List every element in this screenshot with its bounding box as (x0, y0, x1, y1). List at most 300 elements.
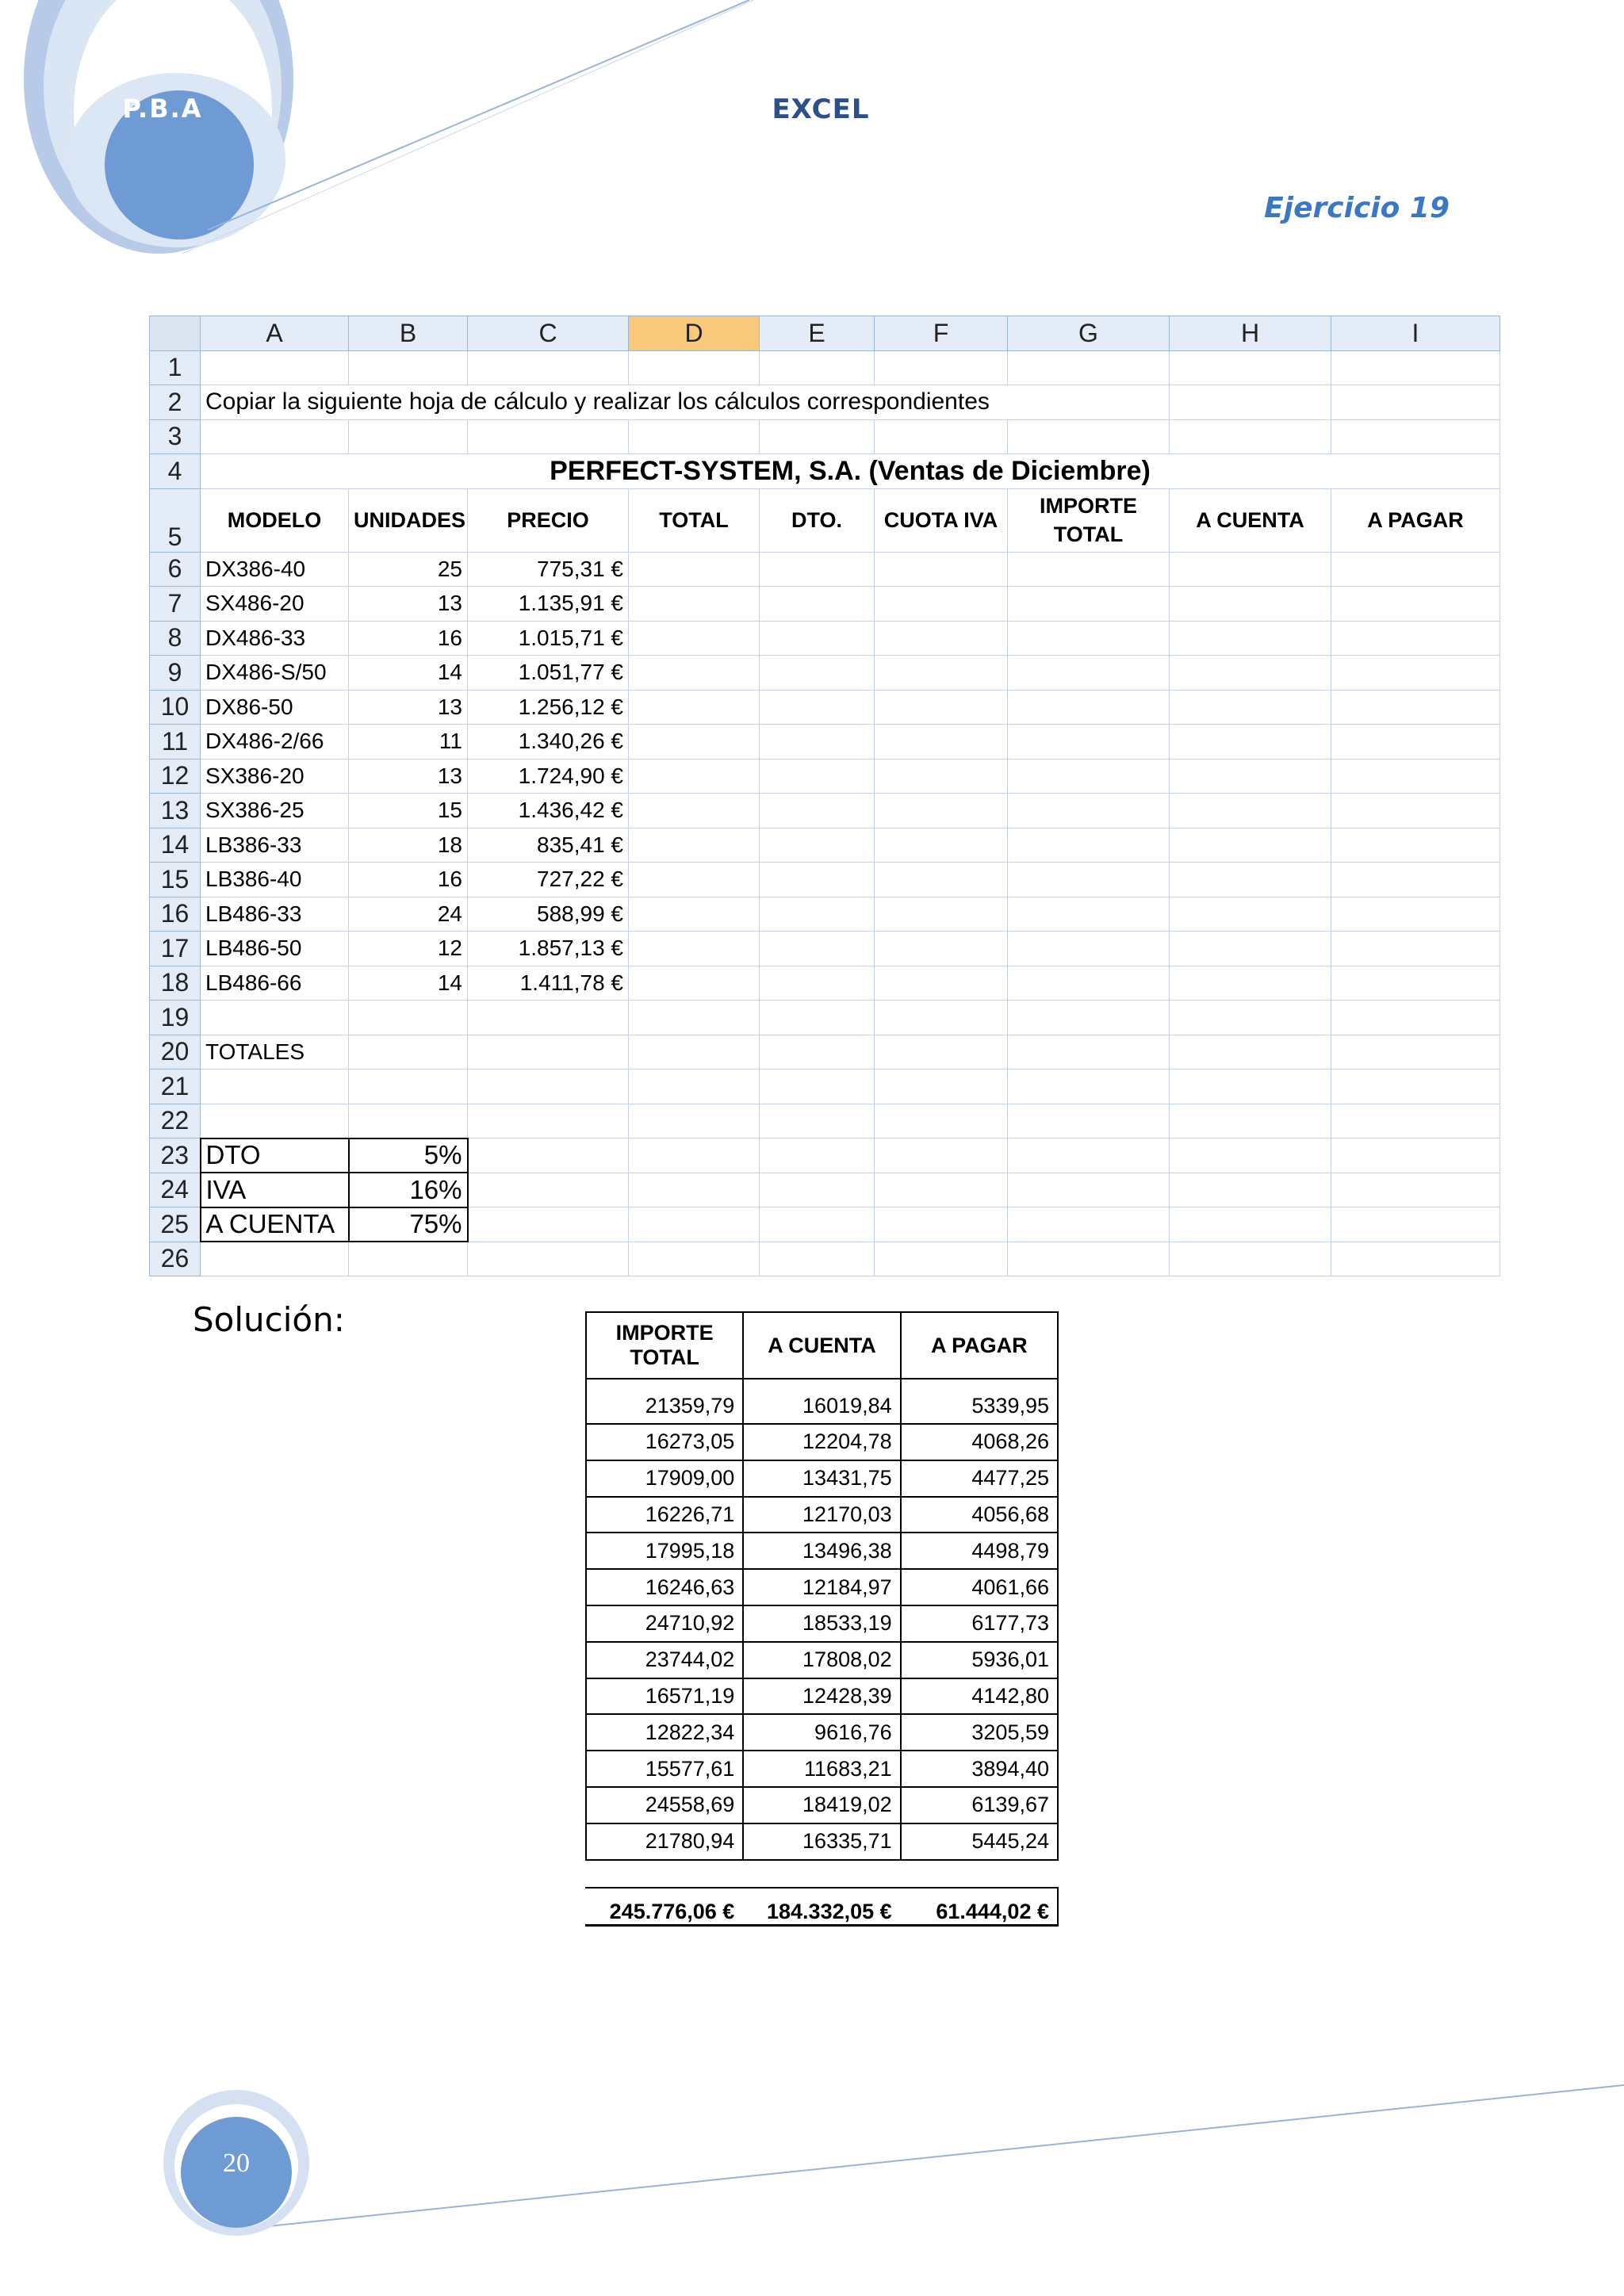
solution-total: 245.776,06 € (609, 1900, 735, 1923)
cell[interactable] (875, 759, 1008, 794)
solution-cell: 17995,18 (586, 1533, 743, 1569)
solution-cell: 24558,69 (586, 1787, 743, 1823)
header-cell[interactable]: A PAGAR (1331, 488, 1500, 552)
cell[interactable] (1008, 552, 1170, 587)
cell[interactable] (1170, 759, 1331, 794)
header-cell[interactable]: DTO. (760, 488, 875, 552)
cell[interactable] (468, 350, 629, 385)
cell[interactable] (1170, 587, 1331, 622)
cell[interactable] (1331, 794, 1500, 828)
cell[interactable] (1170, 621, 1331, 656)
row-header[interactable]: 13 (150, 794, 201, 828)
cell[interactable] (1331, 690, 1500, 725)
cell[interactable] (1331, 419, 1500, 454)
cell[interactable] (349, 419, 468, 454)
cell[interactable] (201, 350, 349, 385)
units-cell[interactable]: 13 (349, 587, 468, 622)
solution-cell: 3205,59 (901, 1714, 1058, 1751)
cell[interactable] (468, 419, 629, 454)
cell[interactable] (629, 419, 760, 454)
row-header[interactable]: 22 (150, 1104, 201, 1138)
cell[interactable] (875, 932, 1008, 966)
price-cell[interactable]: 1.051,77 € (468, 656, 629, 691)
cell[interactable] (760, 552, 875, 587)
header-cell[interactable]: UNIDADES (349, 488, 468, 552)
cell[interactable] (349, 1070, 468, 1104)
solution-cell: 5936,01 (901, 1642, 1058, 1678)
units-cell[interactable]: 11 (349, 725, 468, 760)
cell[interactable] (629, 1242, 760, 1276)
cell[interactable] (760, 1001, 875, 1035)
cell[interactable] (1008, 1104, 1170, 1138)
column-header-selected[interactable]: D (629, 316, 760, 351)
corner-cell[interactable] (150, 316, 201, 351)
cell[interactable] (629, 350, 760, 385)
row-header[interactable]: 9 (150, 656, 201, 691)
cell[interactable] (760, 1035, 875, 1070)
cell[interactable] (1331, 966, 1500, 1001)
row-header[interactable]: 21 (150, 1070, 201, 1104)
cell[interactable] (1008, 419, 1170, 454)
cell[interactable] (629, 897, 760, 932)
cell[interactable] (629, 1138, 760, 1173)
header-cell[interactable]: PRECIO (468, 488, 629, 552)
solution-cell: 4068,26 (901, 1424, 1058, 1460)
price-cell[interactable]: 835,41 € (468, 828, 629, 863)
model-cell[interactable]: DX486-2/66 (201, 725, 349, 760)
cell[interactable] (1008, 587, 1170, 622)
cell[interactable] (1170, 1173, 1331, 1207)
row-header[interactable]: 17 (150, 932, 201, 966)
solution-header: A PAGAR (901, 1312, 1058, 1379)
cell[interactable] (760, 725, 875, 760)
price-cell[interactable]: 1.436,42 € (468, 794, 629, 828)
cell[interactable] (1170, 863, 1331, 897)
cell[interactable] (1170, 828, 1331, 863)
cell[interactable] (349, 350, 468, 385)
cell[interactable] (629, 656, 760, 691)
cell[interactable] (875, 419, 1008, 454)
column-header[interactable]: H (1170, 316, 1331, 351)
cell[interactable] (760, 1207, 875, 1242)
cell[interactable] (1170, 1035, 1331, 1070)
cell[interactable] (760, 587, 875, 622)
param-value-cell[interactable]: 5% (349, 1138, 468, 1173)
cell[interactable] (760, 419, 875, 454)
row-header[interactable]: 23 (150, 1138, 201, 1173)
solution-cell: 13431,75 (743, 1460, 900, 1497)
cell[interactable] (1008, 1207, 1170, 1242)
totals-label-cell[interactable]: TOTALES (201, 1035, 349, 1070)
cell[interactable] (1170, 1070, 1331, 1104)
cell[interactable] (760, 1242, 875, 1276)
solution-cell: 15577,61 (586, 1751, 743, 1787)
model-cell[interactable]: LB486-33 (201, 897, 349, 932)
solution-cell: 16273,05 (586, 1424, 743, 1460)
cell[interactable] (629, 587, 760, 622)
cell[interactable] (629, 1070, 760, 1104)
row-header[interactable]: 12 (150, 759, 201, 794)
cell[interactable] (1008, 690, 1170, 725)
units-cell[interactable]: 14 (349, 656, 468, 691)
cell[interactable] (1331, 656, 1500, 691)
cell[interactable] (629, 1173, 760, 1207)
row-header[interactable]: 1 (150, 350, 201, 385)
model-cell[interactable]: LB386-33 (201, 828, 349, 863)
units-cell[interactable]: 24 (349, 897, 468, 932)
cell[interactable] (1331, 863, 1500, 897)
cell[interactable] (468, 1138, 629, 1173)
cell[interactable] (1008, 656, 1170, 691)
exercise-title: Ejercicio 19 (1264, 192, 1450, 224)
cell[interactable] (1170, 385, 1331, 420)
cell[interactable] (1008, 932, 1170, 966)
cell[interactable] (760, 1138, 875, 1173)
cell[interactable] (1008, 1173, 1170, 1207)
model-cell[interactable]: LB386-40 (201, 863, 349, 897)
sheet-title-cell[interactable]: PERFECT-SYSTEM, S.A. (Ventas de Diciembre) (201, 454, 1500, 489)
header-cell[interactable]: IMPORTE TOTAL (1008, 488, 1170, 552)
price-cell[interactable]: 1.015,71 € (468, 621, 629, 656)
cell[interactable] (629, 621, 760, 656)
model-cell[interactable]: SX386-25 (201, 794, 349, 828)
cell[interactable] (1170, 1001, 1331, 1035)
model-cell[interactable]: SX386-20 (201, 759, 349, 794)
solution-cell: 12170,03 (743, 1497, 900, 1533)
units-cell[interactable]: 13 (349, 759, 468, 794)
solution-cell: 6139,67 (901, 1787, 1058, 1823)
cell[interactable] (1170, 725, 1331, 760)
cell[interactable] (629, 759, 760, 794)
cell[interactable] (1331, 350, 1500, 385)
price-cell[interactable]: 1.857,13 € (468, 932, 629, 966)
cell[interactable] (201, 1104, 349, 1138)
price-cell[interactable]: 1.411,78 € (468, 966, 629, 1001)
cell[interactable] (1008, 759, 1170, 794)
solution-cell: 4056,68 (901, 1497, 1058, 1533)
cell[interactable] (875, 897, 1008, 932)
cell[interactable] (1170, 1242, 1331, 1276)
cell[interactable] (201, 1070, 349, 1104)
solution-cell: 4061,66 (901, 1569, 1058, 1605)
cell[interactable] (760, 1104, 875, 1138)
page-number: 20 (223, 2149, 250, 2178)
cell[interactable] (760, 759, 875, 794)
cell[interactable] (1008, 725, 1170, 760)
param-label-cell[interactable]: A CUENTA (201, 1207, 349, 1242)
units-cell[interactable]: 18 (349, 828, 468, 863)
units-cell[interactable]: 16 (349, 863, 468, 897)
solution-cell: 5445,24 (901, 1823, 1058, 1860)
header-cell[interactable]: TOTAL (629, 488, 760, 552)
solution-cell: 3894,40 (901, 1751, 1058, 1787)
units-cell[interactable]: 25 (349, 552, 468, 587)
cell[interactable] (1331, 1242, 1500, 1276)
cell[interactable] (1008, 897, 1170, 932)
param-value-cell[interactable]: 75% (349, 1207, 468, 1242)
row-header[interactable]: 2 (150, 385, 201, 420)
cell[interactable] (1170, 1207, 1331, 1242)
cell[interactable] (629, 966, 760, 1001)
cell[interactable] (1008, 1035, 1170, 1070)
solution-cell: 13496,38 (743, 1533, 900, 1569)
price-cell[interactable]: 1.256,12 € (468, 690, 629, 725)
cell[interactable] (760, 828, 875, 863)
cell[interactable] (629, 794, 760, 828)
cell[interactable] (1170, 656, 1331, 691)
cell[interactable] (349, 1104, 468, 1138)
cell[interactable] (468, 1104, 629, 1138)
model-cell[interactable]: DX386-40 (201, 552, 349, 587)
row-header[interactable]: 15 (150, 863, 201, 897)
row-header[interactable]: 5 (150, 488, 201, 552)
column-header[interactable]: I (1331, 316, 1500, 351)
row-header[interactable]: 7 (150, 587, 201, 622)
cell[interactable] (760, 621, 875, 656)
row-header[interactable]: 8 (150, 621, 201, 656)
cell[interactable] (1331, 1070, 1500, 1104)
cell[interactable] (1008, 1138, 1170, 1173)
cell[interactable] (1170, 552, 1331, 587)
solution-label: Solución: (193, 1300, 345, 1339)
cell[interactable] (1331, 1138, 1500, 1173)
cell[interactable] (875, 794, 1008, 828)
cell[interactable] (629, 1001, 760, 1035)
instruction-cell[interactable]: Copiar la siguiente hoja de cálculo y realizar los cálculos correspondientes (201, 385, 1170, 420)
solution-cell: 9616,76 (743, 1714, 900, 1751)
column-header[interactable]: E (760, 316, 875, 351)
solution-cell: 18419,02 (743, 1787, 900, 1823)
row-header[interactable]: 19 (150, 1001, 201, 1035)
cell[interactable] (875, 552, 1008, 587)
cell[interactable] (1170, 897, 1331, 932)
price-cell[interactable]: 588,99 € (468, 897, 629, 932)
model-cell[interactable]: LB486-66 (201, 966, 349, 1001)
cell[interactable] (875, 656, 1008, 691)
cell[interactable] (1331, 552, 1500, 587)
cell[interactable] (349, 1035, 468, 1070)
cell[interactable] (760, 966, 875, 1001)
cell[interactable] (1170, 932, 1331, 966)
cell[interactable] (629, 1104, 760, 1138)
column-header[interactable]: F (875, 316, 1008, 351)
cell[interactable] (1331, 1207, 1500, 1242)
cell[interactable] (1331, 621, 1500, 656)
cell[interactable] (760, 690, 875, 725)
row-header[interactable]: 26 (150, 1242, 201, 1276)
solution-cell: 17909,00 (586, 1460, 743, 1497)
units-cell[interactable]: 15 (349, 794, 468, 828)
row-header[interactable]: 25 (150, 1207, 201, 1242)
row-header[interactable]: 4 (150, 454, 201, 489)
cell[interactable] (1170, 1138, 1331, 1173)
cell[interactable] (1170, 1104, 1331, 1138)
page-title: EXCEL (772, 94, 870, 125)
footer-decoration (0, 2061, 1624, 2296)
cell[interactable] (875, 966, 1008, 1001)
cell[interactable] (1008, 966, 1170, 1001)
model-cell[interactable]: DX486-S/50 (201, 656, 349, 691)
cell[interactable] (760, 932, 875, 966)
solution-cell: 4477,25 (901, 1460, 1058, 1497)
cell[interactable] (201, 1001, 349, 1035)
solution-cell: 24710,92 (586, 1605, 743, 1642)
cell[interactable] (468, 1035, 629, 1070)
cell[interactable] (629, 1035, 760, 1070)
solution-cell: 12204,78 (743, 1424, 900, 1460)
solution-cell: 11683,21 (743, 1751, 900, 1787)
solution-cell: 16571,19 (586, 1678, 743, 1715)
cell[interactable] (1170, 350, 1331, 385)
cell[interactable] (1170, 966, 1331, 1001)
price-cell[interactable]: 775,31 € (468, 552, 629, 587)
cell[interactable] (1008, 1242, 1170, 1276)
cell[interactable] (875, 1001, 1008, 1035)
param-value-cell[interactable]: 16% (349, 1173, 468, 1207)
solution-cell: 18533,19 (743, 1605, 900, 1642)
solution-total: 61.444,02 € (936, 1900, 1049, 1923)
cell[interactable] (349, 1242, 468, 1276)
cell[interactable] (1331, 725, 1500, 760)
cell[interactable] (349, 1001, 468, 1035)
column-header[interactable]: C (468, 316, 629, 351)
model-cell[interactable]: DX86-50 (201, 690, 349, 725)
cell[interactable] (760, 1070, 875, 1104)
price-cell[interactable]: 1.724,90 € (468, 759, 629, 794)
units-cell[interactable]: 14 (349, 966, 468, 1001)
cell[interactable] (875, 587, 1008, 622)
logo-text: P.B.A (122, 94, 203, 124)
header-cell[interactable]: MODELO (201, 488, 349, 552)
row-header[interactable]: 20 (150, 1035, 201, 1070)
cell[interactable] (629, 552, 760, 587)
cell[interactable] (468, 1001, 629, 1035)
cell[interactable] (760, 897, 875, 932)
cell[interactable] (201, 419, 349, 454)
cell[interactable] (1170, 794, 1331, 828)
cell[interactable] (1331, 1035, 1500, 1070)
cell[interactable] (1008, 350, 1170, 385)
cell[interactable] (875, 1070, 1008, 1104)
price-cell[interactable]: 1.340,26 € (468, 725, 629, 760)
cell[interactable] (468, 1070, 629, 1104)
header-cell[interactable]: A CUENTA (1170, 488, 1331, 552)
cell[interactable] (760, 1173, 875, 1207)
model-cell[interactable]: DX486-33 (201, 621, 349, 656)
row-header[interactable]: 24 (150, 1173, 201, 1207)
cell[interactable] (875, 1035, 1008, 1070)
cell[interactable] (875, 1138, 1008, 1173)
cell[interactable] (468, 1173, 629, 1207)
solution-cell: 4142,80 (901, 1678, 1058, 1715)
cell[interactable] (1008, 621, 1170, 656)
cell[interactable] (1008, 863, 1170, 897)
solution-table (585, 1311, 1059, 1861)
cell[interactable] (1331, 897, 1500, 932)
cell[interactable] (629, 690, 760, 725)
column-header[interactable]: A (201, 316, 349, 351)
units-cell[interactable]: 16 (349, 621, 468, 656)
cell[interactable] (760, 350, 875, 385)
units-cell[interactable]: 13 (349, 690, 468, 725)
solution-cell: 5339,95 (901, 1379, 1058, 1424)
row-header[interactable]: 10 (150, 690, 201, 725)
cell[interactable] (875, 1207, 1008, 1242)
cell[interactable] (629, 863, 760, 897)
cell[interactable] (201, 1242, 349, 1276)
solution-cell: 16246,63 (586, 1569, 743, 1605)
cell[interactable] (875, 863, 1008, 897)
row-header[interactable]: 6 (150, 552, 201, 587)
param-label-cell[interactable]: DTO (201, 1138, 349, 1173)
cell[interactable] (468, 1207, 629, 1242)
cell[interactable] (1008, 1070, 1170, 1104)
solution-header: IMPORTE TOTAL (586, 1312, 743, 1379)
cell[interactable] (629, 932, 760, 966)
cell[interactable] (875, 828, 1008, 863)
solution-cell: 16019,84 (743, 1379, 900, 1424)
cell[interactable] (875, 621, 1008, 656)
cell[interactable] (1331, 759, 1500, 794)
cell[interactable] (875, 1104, 1008, 1138)
price-cell[interactable]: 1.135,91 € (468, 587, 629, 622)
cell[interactable] (875, 690, 1008, 725)
solution-cell: 17808,02 (743, 1642, 900, 1678)
cell[interactable] (1008, 794, 1170, 828)
column-header[interactable]: B (349, 316, 468, 351)
price-cell[interactable]: 727,22 € (468, 863, 629, 897)
cell[interactable] (760, 794, 875, 828)
cell[interactable] (875, 725, 1008, 760)
cell[interactable] (1331, 932, 1500, 966)
solution-cell: 21780,94 (586, 1823, 743, 1860)
cell[interactable] (760, 656, 875, 691)
units-cell[interactable]: 12 (349, 932, 468, 966)
cell[interactable] (875, 350, 1008, 385)
cell[interactable] (875, 1242, 1008, 1276)
row-header[interactable]: 11 (150, 725, 201, 760)
row-header[interactable]: 14 (150, 828, 201, 863)
solution-total: 184.332,05 € (767, 1900, 892, 1923)
cell[interactable] (1008, 1001, 1170, 1035)
cell[interactable] (1331, 1001, 1500, 1035)
solution-cell: 16335,71 (743, 1823, 900, 1860)
cell[interactable] (1331, 828, 1500, 863)
cell[interactable] (760, 863, 875, 897)
cell[interactable] (468, 1242, 629, 1276)
solution-cell: 12822,34 (586, 1714, 743, 1751)
cell[interactable] (1331, 1173, 1500, 1207)
cell[interactable] (1331, 385, 1500, 420)
param-label-cell[interactable]: IVA (201, 1173, 349, 1207)
column-header[interactable]: G (1008, 316, 1170, 351)
model-cell[interactable]: SX486-20 (201, 587, 349, 622)
model-cell[interactable]: LB486-50 (201, 932, 349, 966)
cell[interactable] (629, 1207, 760, 1242)
cell[interactable] (1170, 419, 1331, 454)
cell[interactable] (875, 1173, 1008, 1207)
row-header[interactable]: 3 (150, 419, 201, 454)
cell[interactable] (1331, 587, 1500, 622)
row-header[interactable]: 18 (150, 966, 201, 1001)
cell[interactable] (1008, 828, 1170, 863)
cell[interactable] (629, 725, 760, 760)
row-header[interactable]: 16 (150, 897, 201, 932)
cell[interactable] (1331, 1104, 1500, 1138)
cell[interactable] (629, 828, 760, 863)
cell[interactable] (1170, 690, 1331, 725)
header-cell[interactable]: CUOTA IVA (875, 488, 1008, 552)
